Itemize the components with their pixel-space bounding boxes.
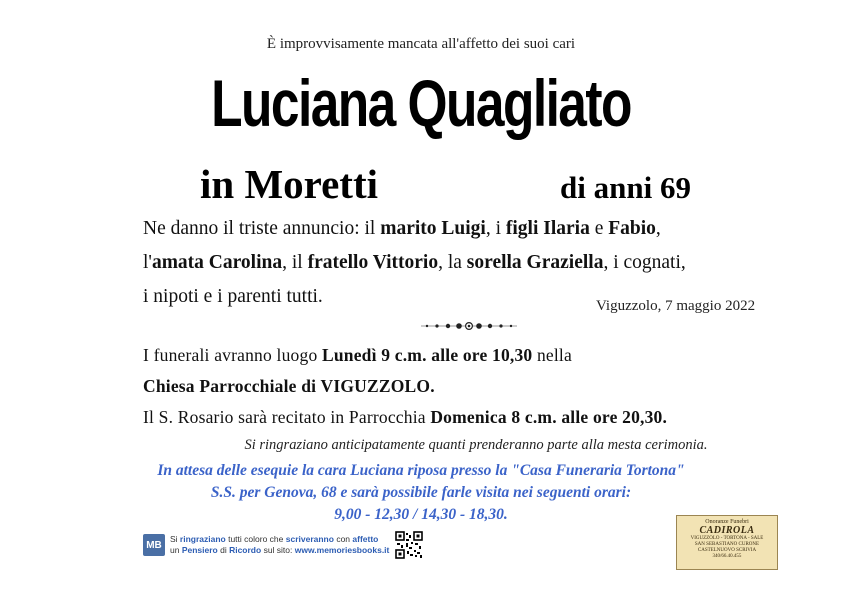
text-span: Il S. Rosario sarà recitato in Parrocchia: [143, 407, 431, 427]
text-span: l': [143, 252, 152, 273]
memoriesbooks-footer: [143, 530, 423, 560]
funeral-church: Chiesa Parrocchiale di VIGUZZOLO.: [143, 376, 435, 396]
stamp-top-text: Onoranze Funebri: [705, 519, 749, 525]
text-span: Si: [170, 534, 180, 544]
thanks-line: Si ringraziano anticipatamente quanti prenderanno parte alla mesta cerimonia.: [244, 437, 708, 453]
memoriesbooks-logo-icon: MB: [143, 534, 165, 556]
text-span: Ne danno il triste annuncio: il: [143, 218, 381, 239]
text-span: sul sito:: [261, 545, 295, 555]
text-span: nella: [532, 345, 572, 365]
website-link[interactable]: www.memoriesbooks.it: [294, 545, 390, 555]
text-span: I funerali avranno luogo: [143, 345, 322, 365]
deceased-age: di anni 69: [560, 170, 691, 205]
funeral-datetime: Lunedì 9 c.m. alle ore 10,30: [321, 345, 533, 365]
visiting-line-1: In attesa delle esequie la cara Luciana riposa presso la "Casa Funeraria Tortona": [157, 462, 685, 479]
text-span: , la: [438, 252, 467, 273]
relative-husband: marito Luigi: [380, 218, 486, 239]
stamp-name: CADIROLA: [699, 525, 755, 536]
funeral-line-1: [143, 345, 823, 366]
intro-line: È improvvisamente mancata all'affetto dei suoi cari: [266, 36, 576, 52]
text-span: con: [333, 534, 353, 544]
announcement-line-3: i nipoti e i parenti tutti.: [143, 286, 323, 307]
announcement-line-1: [143, 210, 803, 248]
text-span: un: [170, 545, 182, 555]
text-span: ringraziano: [179, 534, 226, 544]
funeral-line-3: [143, 407, 823, 428]
visiting-line-3: 9,00 - 12,30 / 14,30 - 18,30.: [334, 506, 508, 523]
footer-line-2: [170, 545, 389, 556]
stamp-line-1: VIGUZZOLO - TORTONA - SALE: [690, 536, 764, 541]
relative-son: Fabio: [608, 218, 656, 239]
text-span: , i cognati,: [603, 252, 686, 273]
footer-text: [170, 534, 389, 556]
text-span: e: [589, 218, 609, 239]
stamp-line-3: CASTELNUOVO SCRIVIA: [697, 548, 757, 553]
relative-brother: fratello Vittorio: [307, 252, 439, 273]
text-span: Ricordo: [229, 545, 262, 555]
footer-line-1: [170, 534, 389, 545]
text-span: di: [217, 545, 230, 555]
funeral-line-2: [143, 376, 823, 397]
text-span: ,: [655, 218, 661, 239]
relative-sister: sorella Graziella: [466, 252, 604, 273]
place-date: Viguzzolo, 7 maggio 2022: [596, 298, 756, 314]
divider-ornament-icon: [421, 320, 517, 332]
stamp-line-2: SAN SEBASTIANO CURONE: [694, 542, 760, 547]
text-span: , i: [485, 218, 506, 239]
relative-children: figli Ilaria: [505, 218, 590, 239]
announcement-line-2: [143, 244, 803, 282]
qr-code-icon[interactable]: [395, 531, 423, 559]
text-span: , il: [282, 252, 308, 273]
text-span: affetto: [352, 534, 379, 544]
funeral-home-stamp: [676, 515, 778, 570]
visiting-line-2: S.S. per Genova, 68 e sarà possibile farle visita nei seguenti orari:: [210, 484, 632, 501]
text-span: Pensiero: [181, 545, 218, 555]
rosary-datetime: Domenica 8 c.m. alle ore 20,30.: [430, 407, 668, 427]
stamp-line-4: 340/66.40.455: [712, 554, 742, 559]
text-span: scriveranno: [285, 534, 334, 544]
married-name: in Moretti: [200, 161, 378, 207]
relative-beloved: amata Carolina: [151, 252, 283, 273]
text-span: tutti coloro che: [225, 534, 286, 544]
deceased-name: Luciana Quagliato: [211, 66, 631, 140]
